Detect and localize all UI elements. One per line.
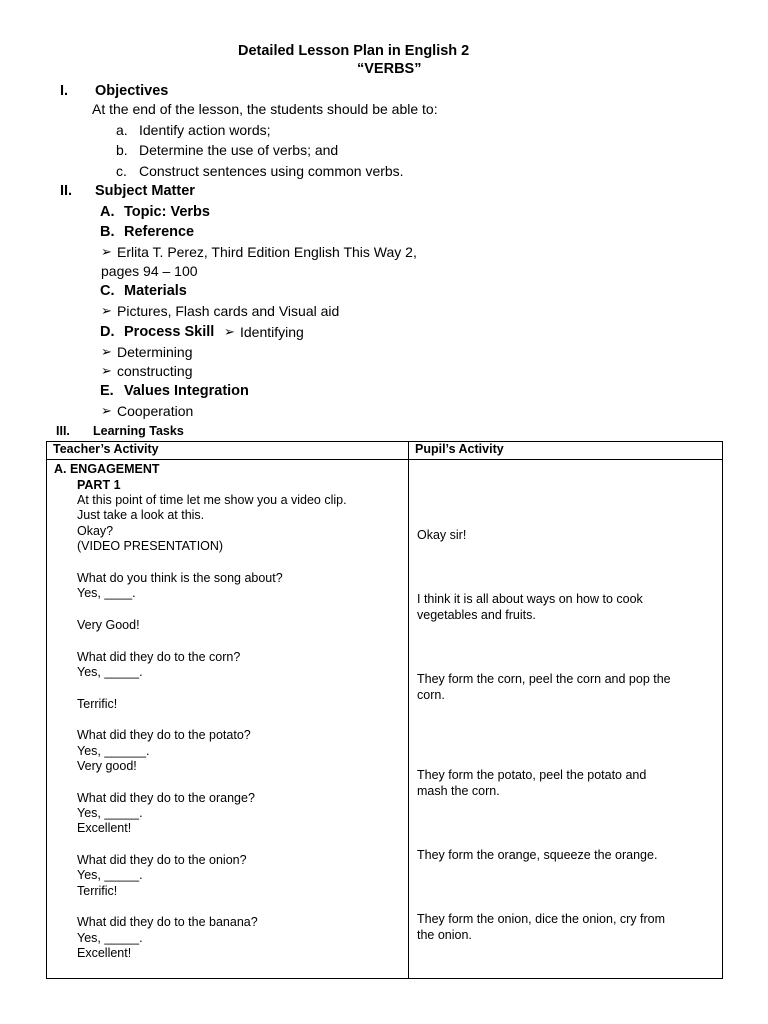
part-heading: PART 1 (77, 478, 121, 492)
teacher-line: Yes, _____. (77, 806, 143, 820)
teacher-line: What did they do to the orange? (77, 791, 255, 805)
pupil-line: Okay sir! (417, 528, 467, 542)
reference-label: Reference (124, 224, 195, 240)
teacher-line: Yes, ______. (77, 744, 150, 758)
process-label: Process Skill (124, 324, 215, 340)
teacher-line: (VIDEO PRESENTATION) (77, 539, 224, 553)
pupil-line: I think it is all about ways on how to cook (417, 592, 643, 606)
objective-item: Determine the use of verbs; and (139, 142, 339, 158)
arrow-bullet-icon: ➢ (101, 244, 112, 259)
topic-label: Topic: Verbs (124, 204, 210, 220)
teacher-line: What did they do to the potato? (77, 728, 251, 742)
teacher-column-header: Teacher’s Activity (47, 442, 409, 460)
teacher-line: What do you think is the song about? (77, 571, 283, 585)
process-marker: D. (100, 324, 115, 340)
values-label: Values Integration (124, 383, 249, 399)
teacher-line: Okay? (77, 524, 114, 538)
teacher-line: Terrific! (77, 697, 118, 711)
document-title: Detailed Lesson Plan in English 2 (238, 43, 470, 59)
arrow-bullet-icon: ➢ (101, 303, 112, 318)
objective-marker: b. (116, 142, 128, 158)
section-numeral: II. (60, 183, 73, 199)
arrow-bullet-icon: ➢ (224, 324, 235, 339)
reference-marker: B. (100, 224, 115, 240)
teacher-line: What did they do to the corn? (77, 650, 241, 664)
pupil-line: the onion. (417, 928, 472, 942)
teacher-line: Yes, _____. (77, 868, 143, 882)
teacher-line: Yes, _____. (77, 665, 143, 679)
teacher-line: Yes, ____. (77, 586, 136, 600)
pupil-line: They form the onion, dice the onion, cry from (417, 912, 666, 926)
pupil-column-header: Pupil’s Activity (409, 442, 723, 460)
pupil-line: corn. (417, 688, 445, 702)
objectives-heading: Objectives (95, 83, 169, 99)
process-first: Identifying (240, 324, 304, 340)
teacher-line: Just take a look at this. (77, 508, 205, 522)
objectives-intro: At the end of the lesson, the students should be able to: (92, 101, 438, 117)
pupil-activity-cell (409, 460, 723, 979)
document-subtitle: “VERBS” (357, 61, 422, 77)
teacher-line: Excellent! (77, 821, 132, 835)
arrow-bullet-icon: ➢ (101, 403, 112, 418)
objective-item: Identify action words; (139, 122, 271, 138)
materials-label: Materials (124, 283, 187, 299)
arrow-bullet-icon: ➢ (101, 363, 112, 378)
objective-marker: c. (116, 163, 127, 179)
teacher-activity-cell (47, 460, 409, 979)
section-numeral: I. (60, 83, 69, 99)
values-marker: E. (100, 383, 114, 399)
table-row (47, 460, 723, 979)
objective-marker: a. (116, 122, 128, 138)
reference-pages: pages 94 – 100 (101, 263, 198, 279)
pupil-line: They form the orange, squeeze the orange. (417, 848, 658, 862)
materials-marker: C. (100, 283, 115, 299)
learning-tasks-table (46, 441, 723, 979)
pupil-line: vegetables and fruits. (417, 608, 536, 622)
process-item: Determining (117, 344, 193, 360)
teacher-line: At this point of time let me show you a video clip. (77, 493, 347, 507)
process-item: constructing (117, 363, 193, 379)
topic-marker: A. (100, 204, 115, 220)
section-numeral: III. (56, 424, 70, 438)
materials-text: Pictures, Flash cards and Visual aid (117, 303, 340, 319)
teacher-line: What did they do to the banana? (77, 915, 258, 929)
pupil-line: They form the potato, peel the potato and (417, 768, 647, 782)
engagement-heading: A. ENGAGEMENT (54, 462, 160, 476)
arrow-bullet-icon: ➢ (101, 344, 112, 359)
tasks-heading: Learning Tasks (93, 424, 184, 438)
teacher-line: Very Good! (77, 618, 140, 632)
values-text: Cooperation (117, 403, 194, 419)
table-header-row (47, 442, 723, 460)
teacher-line: What did they do to the onion? (77, 853, 247, 867)
pupil-line: mash the corn. (417, 784, 500, 798)
objective-item: Construct sentences using common verbs. (139, 163, 404, 179)
teacher-line: Excellent! (77, 946, 132, 960)
subject-heading: Subject Matter (95, 183, 195, 199)
teacher-line: Yes, _____. (77, 931, 143, 945)
reference-text: Erlita T. Perez, Third Edition English This Way 2, (117, 244, 417, 260)
pupil-line: They form the corn, peel the corn and pop the (417, 672, 671, 686)
teacher-line: Terrific! (77, 884, 118, 898)
teacher-line: Very good! (77, 759, 137, 773)
